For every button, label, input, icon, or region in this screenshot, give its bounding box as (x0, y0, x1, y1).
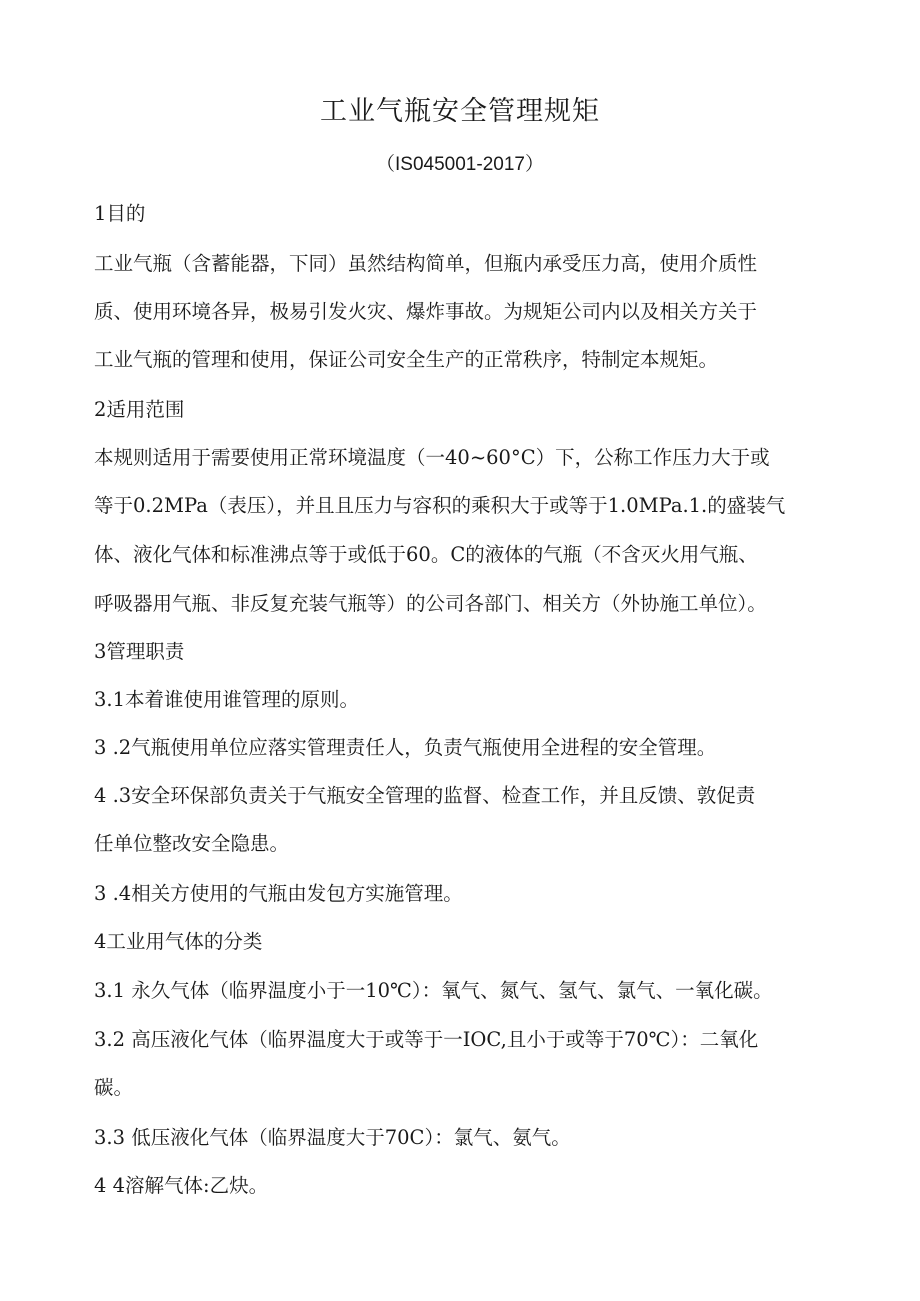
list-item: 3.1 永久气体（临界温度小于一10℃）：氧气、氮气、氢气、氯气、一氧化碳。 (94, 979, 773, 1002)
section-heading-gas-classification: 4工业用气体的分类 (94, 930, 263, 953)
document-subtitle: （IS045001-2017） (376, 154, 544, 175)
paragraph-line: 工业气瓶（含蓄能器，下同）虽然结构简单，但瓶内承受压力高，使用介质性 (94, 252, 758, 275)
section-heading-scope: 2适用范围 (94, 398, 185, 421)
list-item: 4 4溶解气体:乙炔。 (94, 1174, 269, 1197)
document-title: 工业气瓶安全管理规矩 (320, 96, 600, 127)
paragraph-line: 等于0.2MPa（表压），并且且压力与容积的乘积大于或等于1.0MPa.1.的盛装气 (94, 494, 786, 517)
list-item: 3.3 低压液化气体（临界温度大于70C）：氯气、氨气。 (94, 1126, 571, 1149)
paragraph-line: 呼吸器用气瓶、非反复充装气瓶等）的公司各部门、相关方（外协施工单位）。 (94, 592, 767, 615)
paragraph-line: 本规则适用于需要使用正常环境温度（一40~60°C）下，公称工作压力大于或 (94, 446, 770, 469)
list-item: 3.2 高压液化气体（临界温度大于或等于一IOC,且小于或等于70℃）：二氧化 (94, 1028, 759, 1051)
list-item: 3 .2气瓶使用单位应落实管理责任人，负责气瓶使用全进程的安全管理。 (94, 736, 717, 759)
list-item: 4 .3安全环保部负责关于气瓶安全管理的监督、检查工作，并且反馈、敦促责 (94, 784, 756, 807)
paragraph-line: 体、液化气体和标准沸点等于或低于60。C的液体的气瓶（不含灭火用气瓶、 (94, 543, 758, 566)
list-item-continuation: 碳。 (94, 1076, 134, 1099)
paragraph-line: 质、使用环境各异，极易引发火灾、爆炸事故。为规矩公司内以及相关方关于 (94, 300, 758, 323)
list-item: 3 .4相关方使用的气瓶由发包方实施管理。 (94, 882, 463, 905)
list-item: 3.1本着谁使用谁管理的原则。 (94, 688, 360, 711)
list-item-continuation: 任单位整改安全隐患。 (94, 832, 290, 855)
paragraph-line: 工业气瓶的管理和使用，保证公司安全生产的正常秩序，特制定本规矩。 (94, 348, 719, 371)
section-heading-responsibilities: 3管理职责 (94, 640, 185, 663)
section-heading-purpose: 1目的 (94, 202, 146, 225)
